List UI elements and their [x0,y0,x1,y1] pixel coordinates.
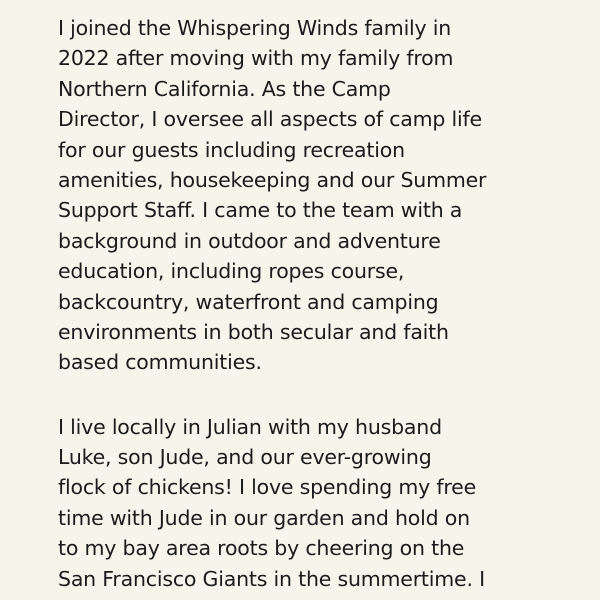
paragraph-spacer [58,378,588,412]
text-line: 2022 after moving with my family from [58,46,454,71]
text-line: Northern California. As the Camp [58,76,391,101]
text-line: San Francisco Giants in the summertime. I [58,566,485,591]
text-line: Director, I oversee all aspects of camp life [58,107,482,132]
text-line: based communities. [58,350,262,375]
text-line: environments in both secular and faith [58,319,449,344]
text-line: I live locally in Julian with my husband [58,414,442,439]
text-line: Support Staff. I came to the team with a [58,198,463,223]
text-line: education, including ropes course, [58,259,405,284]
bio-paragraph-1 [58,13,588,378]
text-line: time with Jude in our garden and hold on [58,505,470,530]
text-line: amenities, housekeeping and our Summer [58,167,487,192]
text-line: Luke, son Jude, and our ever-growing [58,445,432,470]
text-line: backcountry, waterfront and camping [58,289,439,314]
text-line: for our guests including recreation [58,137,405,162]
bio-text [58,13,588,594]
text-line: background in outdoor and adventure [58,228,441,253]
text-line: flock of chickens! I love spending my free [58,475,477,500]
text-line: to my bay area roots by cheering on the [58,536,465,561]
bio-paragraph-2 [58,412,588,594]
text-line: I joined the Whispering Winds family in [58,16,452,40]
